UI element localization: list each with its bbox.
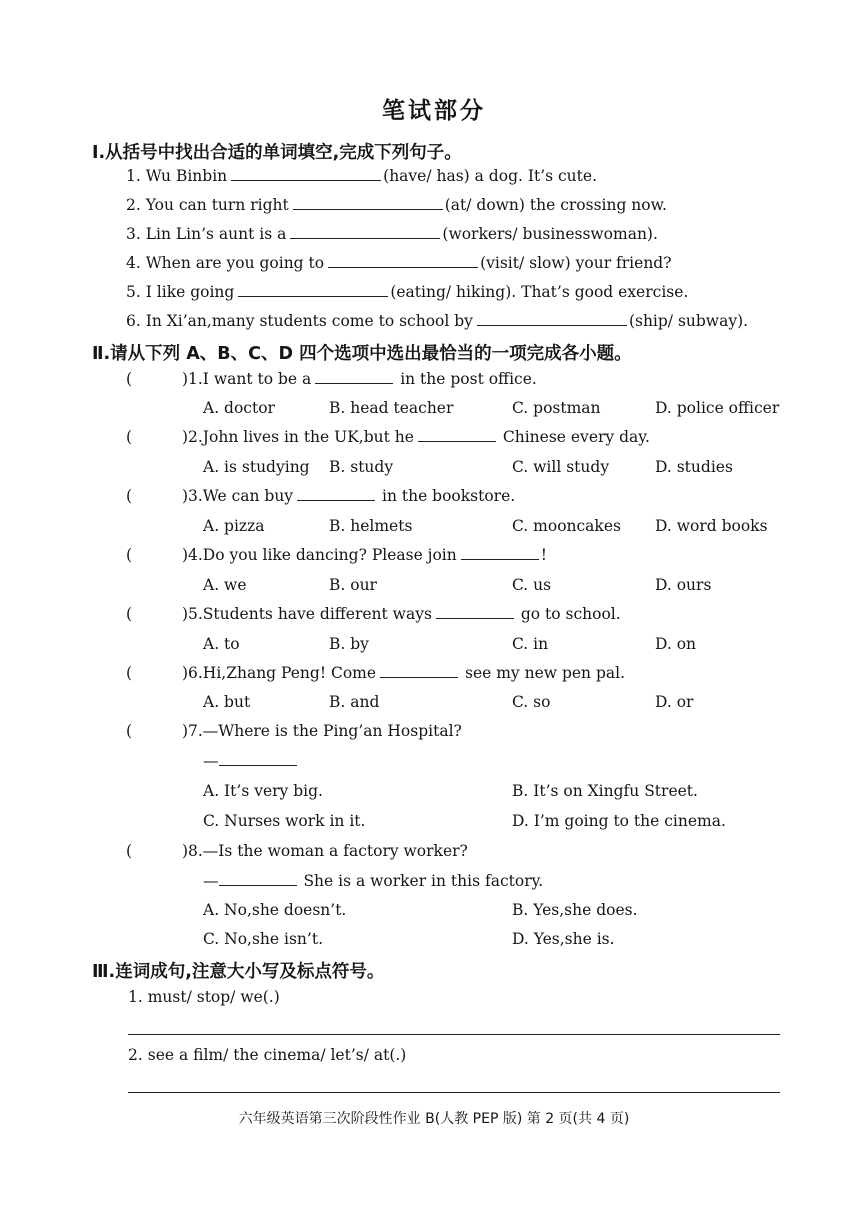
option-a[interactable]: A. is studying [203,458,310,476]
option-c[interactable]: C. Nurses work in it. [203,812,366,830]
option-c[interactable]: C. No,she isn’t. [203,930,323,948]
mc-question-4: ( ) 4.Do you like dancing? Please join ! [126,546,547,564]
answer-blank[interactable] [293,208,443,210]
option-d[interactable]: D. studies [655,458,733,476]
option-b[interactable]: B. It’s on Xingfu Street. [512,782,698,800]
option-b[interactable]: B. helmets [329,517,413,535]
dialogue-response-line: — [203,752,299,770]
section-1-heading: Ⅰ.从括号中找出合适的单词填空,完成下列句子。 [92,143,462,163]
answer-blank[interactable] [290,237,440,239]
answer-blank [315,382,393,384]
answer-paren[interactable]: ( ) [126,605,188,623]
option-d[interactable]: D. ours [655,576,712,594]
reorder-item-1: 1. must/ stop/ we(.) [128,988,280,1006]
option-a[interactable]: A. to [203,635,240,653]
option-a[interactable]: A. we [203,576,247,594]
answer-blank [297,499,375,501]
option-a[interactable]: A. It’s very big. [203,782,323,800]
dialogue-response-line: — She is a worker in this factory. [203,872,544,890]
mc-question-8: ( ) 8.—Is the woman a factory worker? [126,842,468,860]
answer-blank [461,558,539,560]
page-footer: 六年级英语第三次阶段性作业 B(人教 PEP 版) 第 2 页(共 4 页) [238,1111,630,1127]
option-d[interactable]: D. police officer [655,399,780,417]
option-d[interactable]: D. I’m going to the cinema. [512,812,726,830]
answer-blank[interactable] [238,295,388,297]
option-c[interactable]: C. so [512,693,551,711]
page-title: 笔试部分 [382,98,486,124]
option-d[interactable]: D. Yes,she is. [512,930,615,948]
fill-item-3: 3. Lin Lin’s aunt is a (workers/ businesswoman). [126,225,658,243]
option-c[interactable]: C. in [512,635,549,653]
option-b[interactable]: B. head teacher [329,399,454,417]
fill-item-2: 2. You can turn right (at/ down) the crossing now. [126,196,667,214]
answer-paren[interactable]: ( ) [126,487,188,505]
option-d[interactable]: D. word books [655,517,768,535]
answer-paren[interactable]: ( ) [126,428,188,446]
option-b[interactable]: B. Yes,she does. [512,901,638,919]
option-c[interactable]: C. postman [512,399,601,417]
option-c[interactable]: C. us [512,576,552,594]
answer-blank [418,440,496,442]
option-b[interactable]: B. by [329,635,369,653]
option-b[interactable]: B. study [329,458,394,476]
answer-line[interactable] [128,1092,780,1093]
answer-blank [219,764,297,766]
option-a[interactable]: A. No,she doesn’t. [203,901,347,919]
answer-line[interactable] [128,1034,780,1035]
mc-question-6: ( ) 6.Hi,Zhang Peng! Come see my new pen pal. [126,664,626,682]
option-c[interactable]: C. will study [512,458,610,476]
option-c[interactable]: C. mooncakes [512,517,621,535]
mc-question-3: ( ) 3.We can buy in the bookstore. [126,487,516,505]
answer-paren[interactable]: ( ) [126,722,188,740]
section-2-heading: Ⅱ.请从下列 A、B、C、D 四个选项中选出最恰当的一项完成各小题。 [92,344,632,364]
option-a[interactable]: A. pizza [203,517,265,535]
option-b[interactable]: B. and [329,693,380,711]
section-3-heading: Ⅲ.连词成句,注意大小写及标点符号。 [92,962,385,982]
option-a[interactable]: A. doctor [203,399,275,417]
option-a[interactable]: A. but [203,693,251,711]
reorder-item-2: 2. see a film/ the cinema/ let’s/ at(.) [128,1046,407,1064]
mc-question-7: ( ) 7.—Where is the Ping’an Hospital? [126,722,462,740]
fill-item-5: 5. I like going (eating/ hiking). That’s good exercise. [126,283,689,301]
answer-blank [380,676,458,678]
answer-blank[interactable] [328,266,478,268]
answer-paren[interactable]: ( ) [126,546,188,564]
fill-item-1: 1. Wu Binbin (have/ has) a dog. It’s cute. [126,167,597,185]
answer-blank[interactable] [477,324,627,326]
answer-paren[interactable]: ( ) [126,370,188,388]
option-d[interactable]: D. on [655,635,697,653]
answer-paren[interactable]: ( ) [126,664,188,682]
mc-question-2: ( ) 2.John lives in the UK,but he Chinese every day. [126,428,650,446]
answer-blank [436,617,514,619]
answer-blank[interactable] [231,179,381,181]
answer-paren[interactable]: ( ) [126,842,188,860]
mc-question-1: ( ) 1.I want to be a in the post office. [126,370,537,388]
mc-question-5: ( ) 5.Students have different ways go to school. [126,605,621,623]
fill-item-4: 4. When are you going to (visit/ slow) your friend? [126,254,672,272]
answer-blank [219,884,297,886]
option-b[interactable]: B. our [329,576,377,594]
option-d[interactable]: D. or [655,693,694,711]
fill-item-6: 6. In Xi’an,many students come to school by (ship/ subway). [126,312,749,330]
